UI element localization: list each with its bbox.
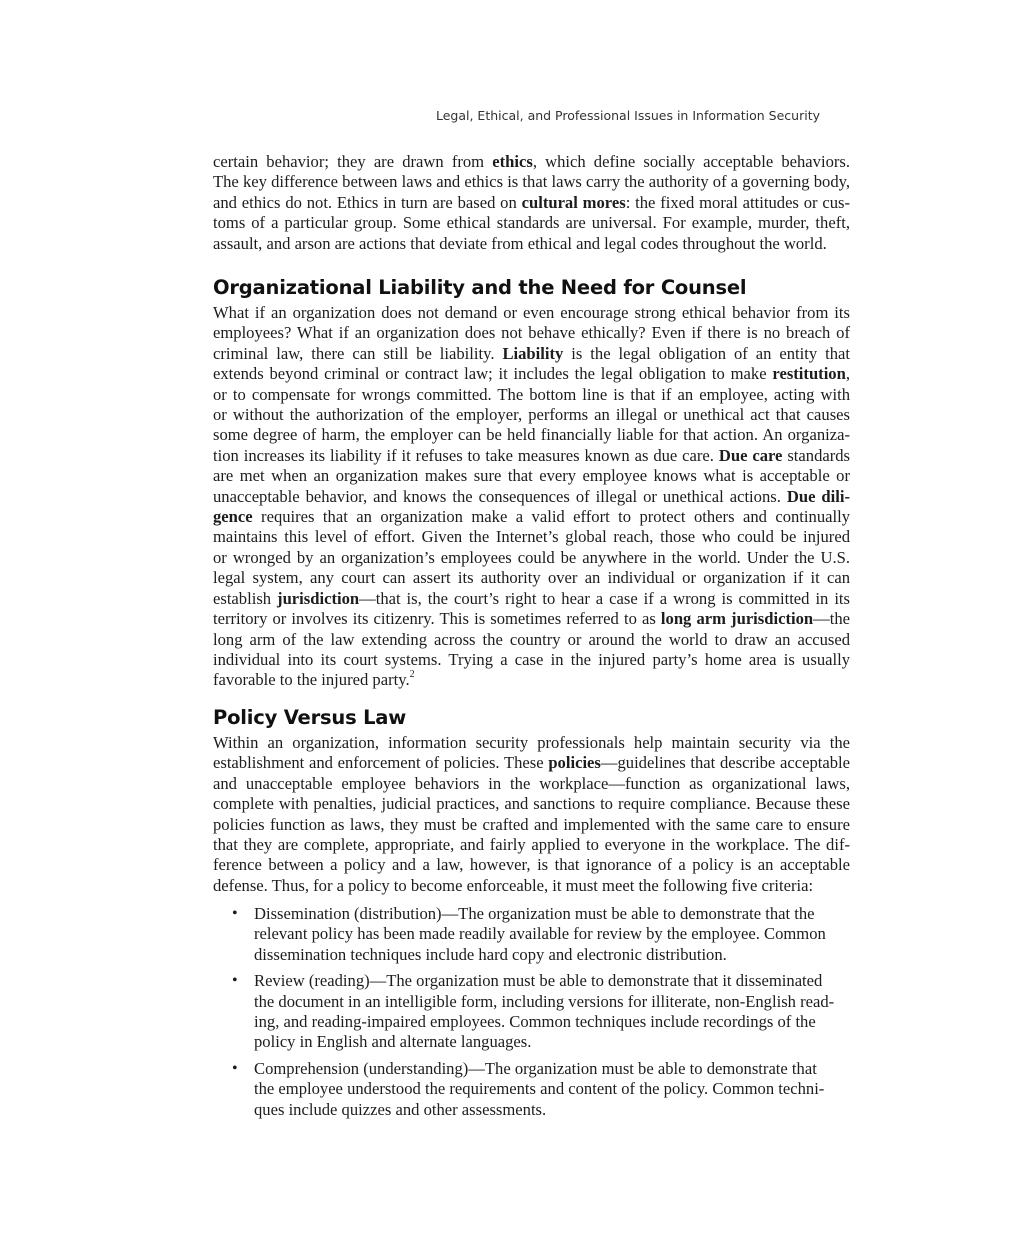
intro-paragraph [213,152,850,254]
section-policy-versus-law [213,706,850,896]
text-line: or without the authorization of the employer, performs an illegal or unethical act that causes [213,405,850,425]
bullet-icon: • [232,905,238,922]
running-head: Legal, Ethical, and Professional Issues in Information Security [435,108,820,123]
key-term: restitution [772,364,846,384]
section-heading: Policy Versus Law [213,706,407,729]
key-term: Liability [502,343,564,363]
text-line: unacceptable behavior, and knows the consequences of illegal or unethical actions. Due dili- [213,486,851,506]
text-line: The key difference between laws and ethics is that laws carry the authority of a governing body, [213,172,850,192]
text-line: establishment and enforcement of policies. These policies—guidelines that describe acceptable [213,753,850,773]
key-term: Due dili- [786,486,851,506]
text-line: are met when an organization makes sure that every employee knows what is acceptable or [213,466,850,486]
text-line: Dissemination (distribution)—The organization must be able to demonstrate that the [254,904,815,923]
text-line: the employee understood the requirements and content of the policy. Common techni- [254,1079,825,1099]
key-term: Due care [718,445,783,465]
section-organizational-liability [213,276,850,691]
list-item [232,971,872,1053]
text-line: some degree of harm, the employer can be held financially liable for that action. An organiza- [213,425,850,445]
list-item [232,1059,872,1120]
paragraph [213,733,850,896]
key-term: jurisdiction [277,588,360,608]
list-item [232,904,872,965]
text-line: What if an organization does not demand or even encourage strong ethical behavior from its [213,303,850,322]
list-item-text [254,904,872,965]
text-line: criminal law, there can still be liability. Liability is the legal obligation of an entity that [213,343,850,363]
text-line: the document in an intelligible form, including versions for illiterate, non-English read- [254,991,835,1011]
footnote-ref: 2 [409,668,415,680]
bullet-icon: • [232,972,238,990]
key-term: cultural mores [521,192,626,212]
text-line: legal system, any court can assert its authority over an individual or organization if it can [213,568,850,588]
text-line: or to compensate for wrongs committed. The bottom line is that if an employee, acting with [213,384,850,404]
text-line: favorable to the injured party.$^2$ [213,668,415,690]
list-item-text [254,1059,872,1120]
text-line: and ethics do not. Ethics in turn are based on cultural mores: the fixed moral attitudes or cus- [213,192,851,212]
text-line: ques include quizzes and other assessments. [254,1099,547,1119]
text-line: Within an organization, information security professionals help maintain security via the [213,733,850,752]
text-line: gence requires that an organization make a valid effort to protect others and continually [213,507,850,527]
text-line: Comprehension (understanding)—The organization must be able to demonstrate that [254,1058,817,1078]
text-line: certain behavior; they are drawn from ethics, which define socially acceptable behaviors. [213,152,850,171]
text-line: or wronged by an organization’s employees could be anywhere in the world. Under the U.S. [213,547,850,567]
text-line: long arm of the law extending across the country or around the world to draw an accused [213,629,850,649]
bullet-icon: • [232,1059,238,1077]
text-line: defense. Thus, for a policy to become enforceable, it must meet the following five criteria: [213,875,814,895]
key-term: policies [548,753,601,773]
criteria-list [232,904,872,1126]
key-term: ethics [492,152,533,171]
text-line: establish jurisdiction—that is, the court’s right to hear a case if a wrong is committed in its [213,588,850,608]
paragraph [213,303,850,691]
section-heading: Organizational Liability and the Need for Counsel [213,276,747,299]
key-term: gence [213,507,253,527]
key-term: long arm jurisdiction [660,609,814,629]
text-line: ing, and reading-impaired employees. Common techniques include recordings of the [254,1012,816,1032]
text-line: dissemination techniques include hard copy and electronic distribution. [254,944,727,964]
list-item-text [254,971,872,1053]
text-line: relevant policy has been made readily available for review by the employee. Common [254,924,826,944]
text-line: individual into its court systems. Trying a case in the injured party’s home area is usually [213,649,850,669]
text-line: ference between a policy and a law, however, is that ignorance of a policy is an acceptable [213,855,850,875]
text-line: that they are complete, appropriate, and fairly applied to everyone in the workplace. The dif- [213,835,850,855]
text-line: assault, and arson are actions that deviate from ethical and legal codes throughout the world. [213,233,827,253]
text-line: policy in English and alternate languages. [254,1032,532,1052]
text-line: extends beyond criminal or contract law; it includes the legal obligation to make restitution, [213,364,850,384]
text-line: Review (reading)—The organization must be able to demonstrate that it disseminated [254,971,823,991]
text-line: maintains this level of effort. Given the Internet’s global reach, those who could be injured [213,527,850,547]
text-line: toms of a particular group. Some ethical standards are universal. For example, murder, theft, [213,213,850,233]
text-line: and unacceptable employee behaviors in the workplace—function as organizational laws, [213,773,850,793]
text-line: tion increases its liability if it refuses to take measures known as due care. Due care standards [213,445,851,465]
text-line: complete with penalties, judicial practices, and sanctions to require compliance. Because these [213,794,850,814]
paragraph [213,152,850,254]
text-line: employees? What if an organization does not behave ethically? Even if there is no breach of [213,323,850,343]
text-line: territory or involves its citizenry. This is sometimes referred to as long arm jurisdiction—the [213,609,850,629]
text-line: policies function as laws, they must be crafted and implemented with the same care to ensure [213,814,850,834]
